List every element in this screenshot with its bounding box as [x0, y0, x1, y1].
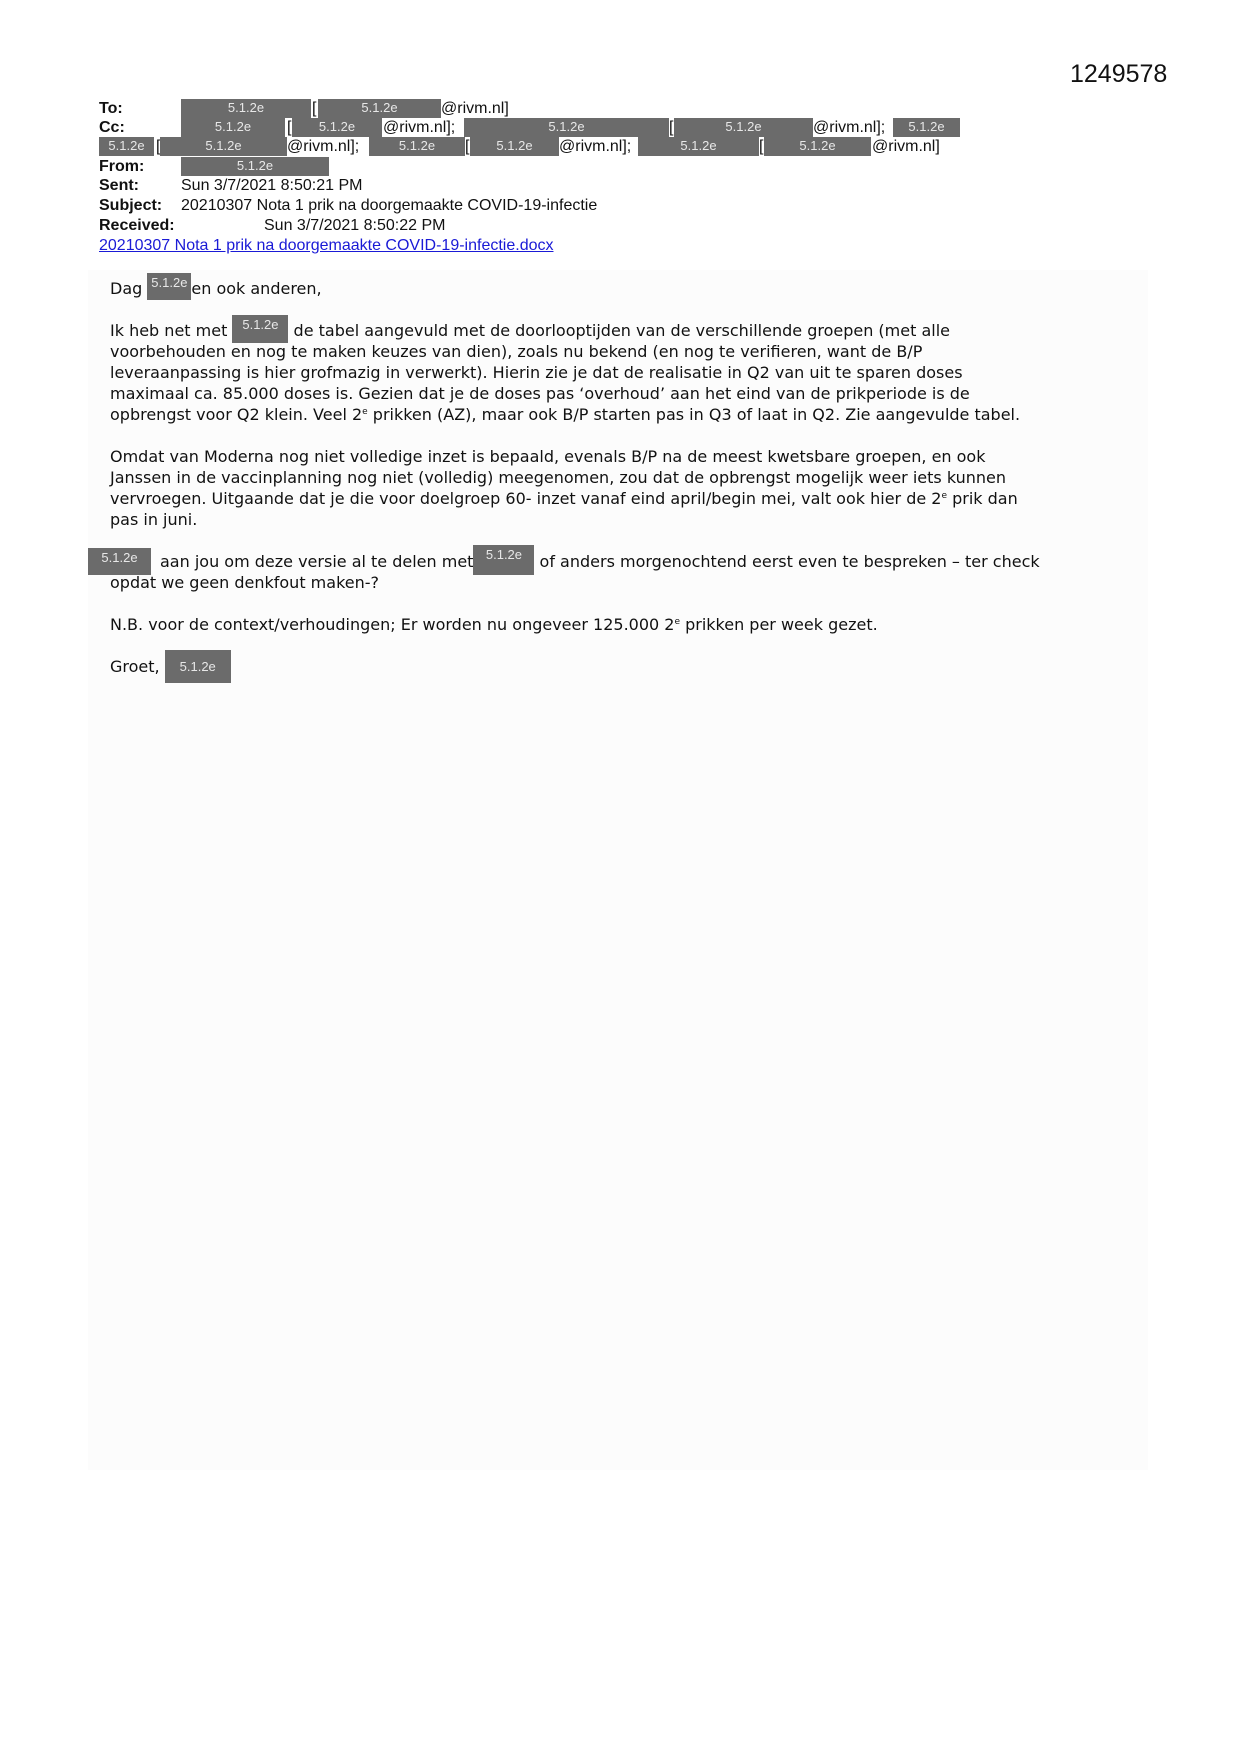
sent-value: Sun 3/7/2021 8:50:21 PM [181, 177, 363, 194]
redaction: 5.1.2e [232, 315, 288, 343]
from-label: From: [99, 158, 145, 175]
redaction: 5.1.2e [893, 118, 960, 137]
closing [110, 656, 231, 683]
redaction: 5.1.2e [638, 137, 759, 156]
redaction: 5.1.2e [674, 118, 813, 137]
text: prik dan [947, 489, 1018, 508]
redaction: 5.1.2e [88, 548, 151, 575]
paragraph-1-line-1 [110, 317, 950, 343]
paragraph-2-line-4: pas in juni. [110, 510, 198, 529]
sent-label: Sent: [99, 177, 139, 194]
redaction: 5.1.2e [292, 118, 382, 137]
redaction: 5.1.2e [318, 99, 441, 118]
redaction: 5.1.2e [473, 545, 534, 575]
email-domain: @rivm.nl] [872, 138, 940, 155]
received-value: Sun 3/7/2021 8:50:22 PM [264, 217, 446, 234]
email-domain: @rivm.nl]; [287, 138, 360, 155]
paragraph-4 [110, 614, 878, 635]
paragraph-2-line-1: Omdat van Moderna nog niet volledige inzet is bepaald, evenals B/P na de meest kwetsbare groepen, en ook [110, 447, 986, 466]
document-number: 1249578 [1070, 60, 1168, 88]
text: of anders morgenochtend eerst even te bespreken – ter check [539, 552, 1040, 571]
text: de tabel aangevuld met de doorlooptijden van de verschillende groepen (met alle [293, 321, 950, 340]
paragraph-1-line-2: voorbehouden en nog te maken keuzes van dien), zoals nu bekend (en nog te verifieren, want de B/P [110, 342, 923, 361]
redaction: 5.1.2e [147, 273, 191, 300]
subject-value: 20210307 Nota 1 prik na doorgemaakte COVID-19-infectie [181, 197, 598, 214]
bracket: [ [669, 119, 674, 136]
redaction: 5.1.2e [99, 137, 154, 156]
superscript: e [362, 407, 368, 417]
bracket: [ [287, 119, 292, 136]
paragraph-1-line-3: leveraanpassing is hier grofmazig in verwerkt). Hierin zie je dat de realisatie in Q2 van uit te sparen doses [110, 363, 963, 382]
attachment-link[interactable]: 20210307 Nota 1 prik na doorgemaakte COVID-19-infectie.docx [99, 237, 554, 254]
redaction: 5.1.2e [181, 118, 285, 137]
redaction: 5.1.2e [764, 137, 871, 156]
bracket: [ [759, 138, 764, 155]
redaction: 5.1.2e [181, 99, 311, 118]
paragraph-2-line-2: Janssen in de vaccinplanning nog niet (volledig) meegenomen, zou dat de opbrengst mogelijk weer iets kunnen [110, 468, 1007, 487]
redaction: 5.1.2e [369, 137, 465, 156]
paragraph-2-line-3 [110, 488, 1018, 509]
redaction: 5.1.2e [165, 650, 231, 683]
greeting-text: Dag [110, 279, 143, 298]
superscript: e [941, 491, 948, 501]
bracket: [ [465, 138, 470, 155]
paragraph-1-line-5 [110, 404, 1020, 425]
cc-label: Cc: [99, 119, 125, 136]
redaction: 5.1.2e [464, 118, 669, 137]
email-domain: @rivm.nl]; [813, 119, 886, 136]
bracket: [ [312, 100, 317, 117]
greeting-text: en ook anderen, [191, 279, 322, 298]
email-domain: @rivm.nl] [441, 100, 509, 117]
bracket: [ [156, 138, 161, 155]
email-domain: @rivm.nl]; [559, 138, 632, 155]
email-domain: @rivm.nl]; [383, 119, 456, 136]
received-label: Received: [99, 217, 175, 234]
superscript: e [674, 617, 680, 627]
paragraph-1-line-4: maximaal ca. 85.000 doses is. Gezien dat je de doses pas ‘overhoud’ aan het eind van de prikperiode is de [110, 384, 970, 403]
text: prikken per week gezet. [680, 615, 878, 634]
text: Ik heb net met [110, 321, 228, 340]
text: prikken (AZ), maar ook B/P starten pas in Q3 of laat in Q2. Zie aangevulde tabel. [367, 405, 1021, 424]
paragraph-3-line-2: opdat we geen denkfout maken-? [110, 573, 380, 592]
redaction: 5.1.2e [181, 157, 329, 176]
redaction-block [88, 548, 151, 575]
text: opbrengst voor Q2 klein. Veel 2 [110, 405, 363, 424]
text: N.B. voor de context/verhoudingen; Er worden nu ongeveer 125.000 2 [110, 615, 675, 634]
text: aan jou om deze versie al te delen met [160, 552, 474, 571]
redaction: 5.1.2e [160, 137, 287, 156]
greeting [110, 275, 322, 300]
subject-label: Subject: [99, 197, 163, 214]
to-label: To: [99, 100, 123, 117]
closing-text: Groet, [110, 657, 160, 676]
text: vervroegen. Uitgaande dat je die voor doelgroep 60- inzet vanaf eind april/begin mei, valt ook hier de 2 [110, 489, 942, 508]
redaction: 5.1.2e [470, 137, 559, 156]
